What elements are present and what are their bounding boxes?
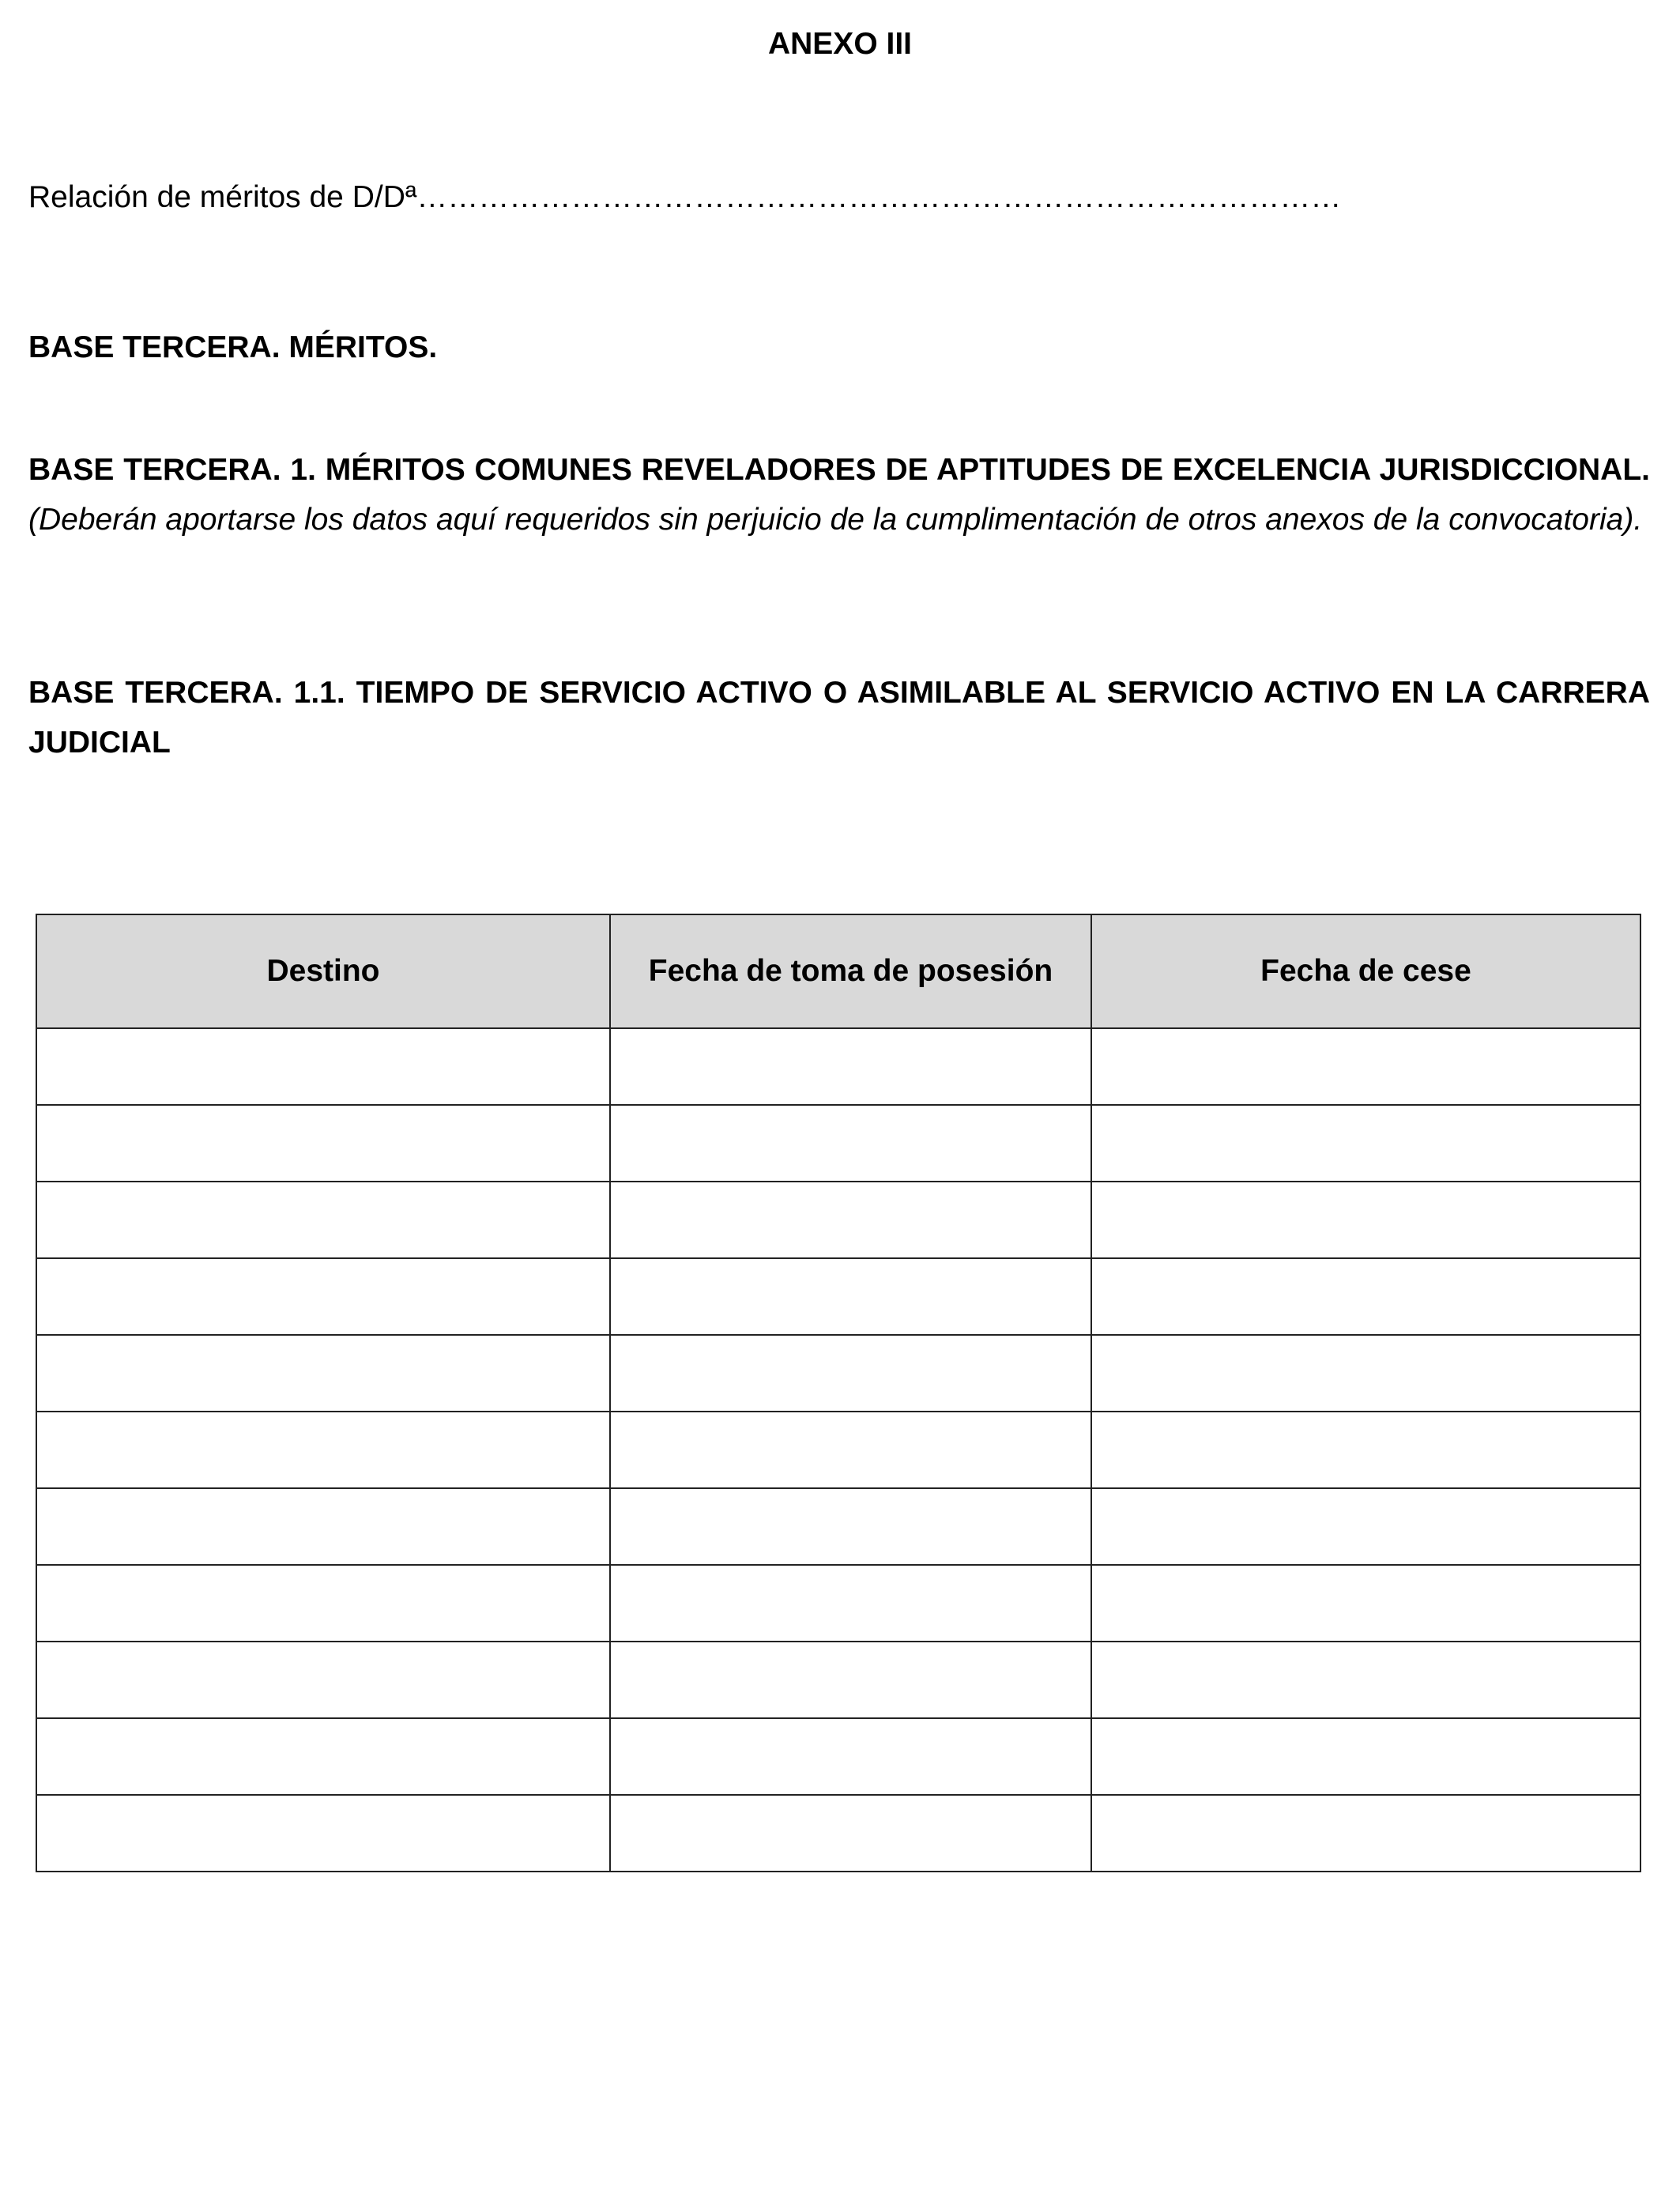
cell-fecha-toma-posesion[interactable]	[610, 1718, 1091, 1795]
table-row	[36, 1488, 1640, 1565]
cell-fecha-toma-posesion[interactable]	[610, 1258, 1091, 1335]
cell-fecha-toma-posesion[interactable]	[610, 1565, 1091, 1642]
cell-destino[interactable]	[36, 1795, 610, 1872]
cell-destino[interactable]	[36, 1642, 610, 1718]
merits-table-wrapper	[36, 914, 1640, 1872]
header-fecha-toma-posesion: Fecha de toma de posesión	[610, 914, 1091, 1028]
table-row	[36, 1258, 1640, 1335]
cell-fecha-cese[interactable]	[1091, 1412, 1640, 1488]
table-row	[36, 1718, 1640, 1795]
table-row	[36, 1565, 1640, 1642]
relation-line	[28, 175, 1656, 220]
section-heading: BASE TERCERA. MÉRITOS.	[28, 330, 438, 364]
table-row	[36, 1182, 1640, 1258]
header-fecha-cese: Fecha de cese	[1091, 914, 1640, 1028]
cell-fecha-cese[interactable]	[1091, 1335, 1640, 1412]
relation-label: Relación de méritos de D/Dª	[28, 180, 417, 214]
cell-destino[interactable]	[36, 1718, 610, 1795]
cell-destino[interactable]	[36, 1028, 610, 1105]
table-row	[36, 1795, 1640, 1872]
cell-destino[interactable]	[36, 1412, 610, 1488]
cell-destino[interactable]	[36, 1105, 610, 1182]
table-header-row	[36, 914, 1640, 1028]
cell-destino[interactable]	[36, 1258, 610, 1335]
cell-fecha-cese[interactable]	[1091, 1565, 1640, 1642]
cell-fecha-toma-posesion[interactable]	[610, 1028, 1091, 1105]
cell-fecha-toma-posesion[interactable]	[610, 1105, 1091, 1182]
cell-fecha-toma-posesion[interactable]	[610, 1642, 1091, 1718]
cell-fecha-cese[interactable]	[1091, 1105, 1640, 1182]
cell-fecha-toma-posesion[interactable]	[610, 1412, 1091, 1488]
cell-fecha-toma-posesion[interactable]	[610, 1488, 1091, 1565]
section-1-title: BASE TERCERA. 1. MÉRITOS COMUNES REVELADORES DE APTITUDES DE EXCELENCIA JURISDICCIONAL.	[28, 453, 1650, 487]
cell-fecha-toma-posesion[interactable]	[610, 1795, 1091, 1872]
section-1-1-paragraph	[28, 668, 1650, 767]
cell-destino[interactable]	[36, 1488, 610, 1565]
cell-fecha-toma-posesion[interactable]	[610, 1182, 1091, 1258]
section-1-note: (Deberán aportarse los datos aquí requeridos sin perjuicio de la cumplimentación de otros anexos de la convocatoria).	[28, 503, 1643, 537]
cell-destino[interactable]	[36, 1565, 610, 1642]
cell-fecha-cese[interactable]	[1091, 1718, 1640, 1795]
table-row	[36, 1642, 1640, 1718]
cell-fecha-cese[interactable]	[1091, 1795, 1640, 1872]
section-1-paragraph	[28, 445, 1650, 545]
table-row	[36, 1028, 1640, 1105]
cell-fecha-cese[interactable]	[1091, 1258, 1640, 1335]
table-row	[36, 1105, 1640, 1182]
table-body	[36, 1028, 1640, 1872]
section-1-1-title: BASE TERCERA. 1.1. TIEMPO DE SERVICIO ACTIVO O ASIMILABLE AL SERVICIO ACTIVO EN LA CARRERA JUDICIAL	[28, 676, 1650, 760]
merits-table	[36, 914, 1641, 1872]
table-row	[36, 1335, 1640, 1412]
cell-fecha-cese[interactable]	[1091, 1182, 1640, 1258]
table-row	[36, 1412, 1640, 1488]
cell-fecha-cese[interactable]	[1091, 1642, 1640, 1718]
annex-title: ANEXO III	[767, 27, 913, 61]
cell-fecha-toma-posesion[interactable]	[610, 1335, 1091, 1412]
header-destino: Destino	[36, 914, 610, 1028]
relation-name-field: ………………………………………………………………………………	[416, 180, 1342, 214]
cell-destino[interactable]	[36, 1335, 610, 1412]
cell-fecha-cese[interactable]	[1091, 1488, 1640, 1565]
cell-destino[interactable]	[36, 1182, 610, 1258]
cell-fecha-cese[interactable]	[1091, 1028, 1640, 1105]
